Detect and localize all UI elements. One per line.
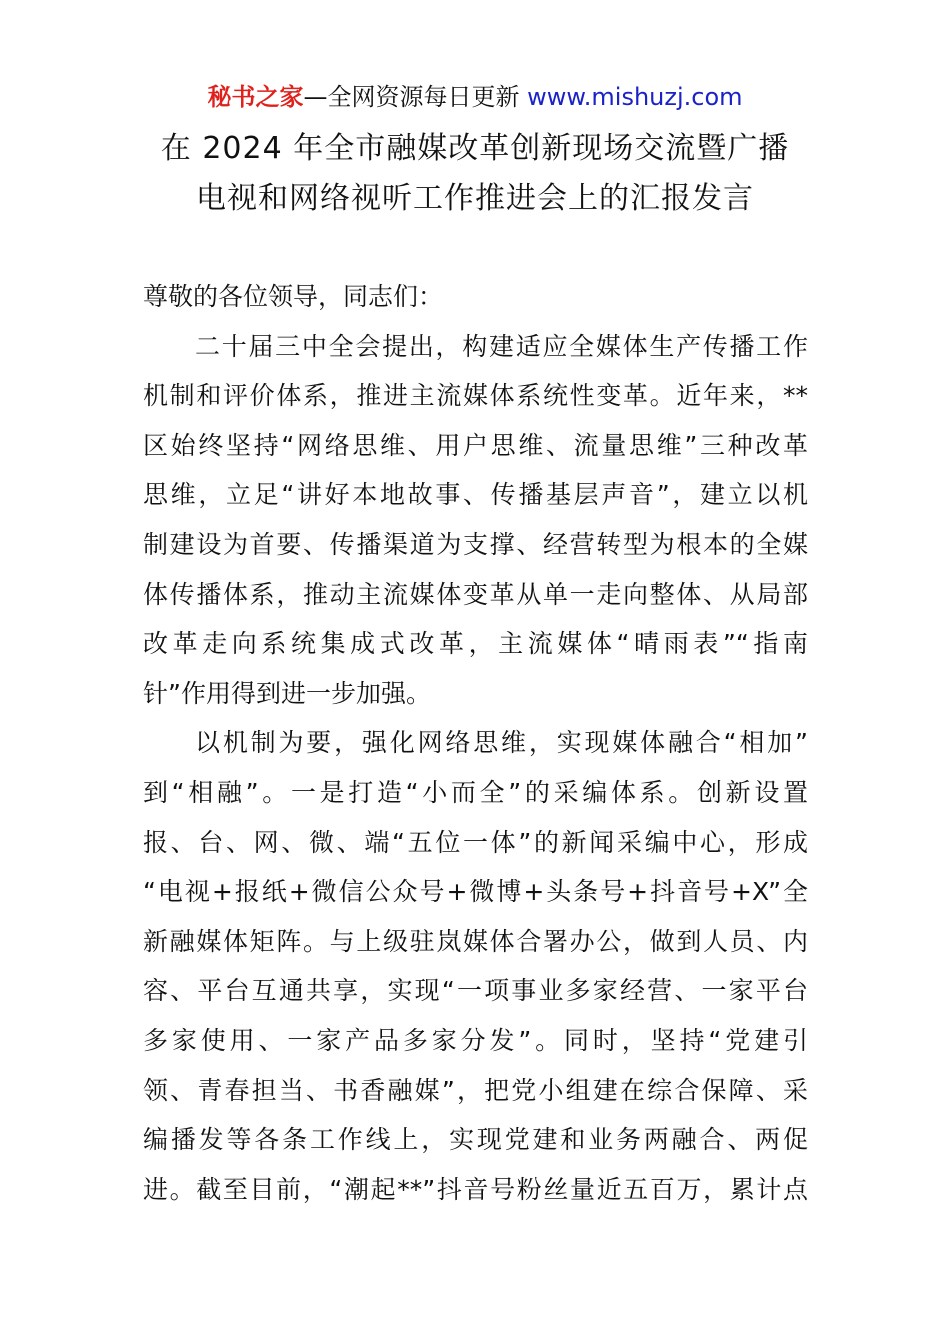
title-line-1: 在 2024 年全市融媒改革创新现场交流暨广播 xyxy=(160,131,790,166)
salutation: 尊敬的各位领导，同志们： xyxy=(143,282,444,311)
paragraph-2-line: 进。截至目前，“潮起**”抖音号粉丝量近五百万，累计点 xyxy=(143,1174,808,1204)
paragraph-1-line: 二十届三中全会提出，构建适应全媒体生产传播工作 xyxy=(195,331,808,361)
site-url-link[interactable]: www.mishuzj.com xyxy=(527,83,743,111)
paragraph-2-line: “电视+报纸+微信公众号+微博+头条号+抖音号+X”全 xyxy=(143,877,808,907)
paragraph-2-line: 到“相融”。一是打造“小而全”的采编体系。创新设置 xyxy=(143,777,808,807)
paragraph-2-line: 多家使用、一家产品多家分发”。同时，坚持“党建引 xyxy=(143,1025,808,1055)
header-tagline: —全网资源每日更新 xyxy=(303,83,520,111)
paragraph-2-line: 报、台、网、微、端“五位一体”的新闻采编中心，形成 xyxy=(143,827,808,857)
site-header xyxy=(0,80,950,114)
paragraph-1-line: 区始终坚持“网络思维、用户思维、流量思维”三种改革 xyxy=(143,430,808,460)
paragraph-1-line: 机制和评价体系，推进主流媒体系统性变革。近年来，** xyxy=(143,381,808,411)
paragraph-1-line: 改革走向系统集成式改革，主流媒体“晴雨表”“指南 xyxy=(143,629,808,659)
paragraph-1-line: 体传播体系，推动主流媒体变革从单一走向整体、从局部 xyxy=(143,579,808,609)
paragraph-1-line: 针”作用得到进一步加强。 xyxy=(143,678,431,708)
paragraph-2-line: 以机制为要，强化网络思维，实现媒体融合“相加” xyxy=(195,728,808,758)
brand-name: 秘书之家 xyxy=(207,83,304,111)
document-body xyxy=(143,272,808,1214)
paragraph-2-line: 新融媒体矩阵。与上级驻岚媒体合署办公，做到人员、内 xyxy=(143,926,808,956)
paragraph-2-line: 领、青春担当、书香融媒”，把党小组建在综合保障、采 xyxy=(143,1075,808,1105)
document-title xyxy=(110,124,840,224)
title-line-2: 电视和网络视听工作推进会上的汇报发言 xyxy=(196,181,754,216)
paragraph-2-line: 编播发等各条工作线上，实现党建和业务两融合、两促 xyxy=(143,1125,808,1155)
paragraph-1-line: 思维，立足“讲好本地故事、传播基层声音”，建立以机 xyxy=(143,480,808,510)
paragraph-2-line: 容、平台互通共享，实现“一项事业多家经营、一家平台 xyxy=(143,976,808,1006)
paragraph-1-line: 制建设为首要、传播渠道为支撑、经营转型为根本的全媒 xyxy=(143,529,808,559)
